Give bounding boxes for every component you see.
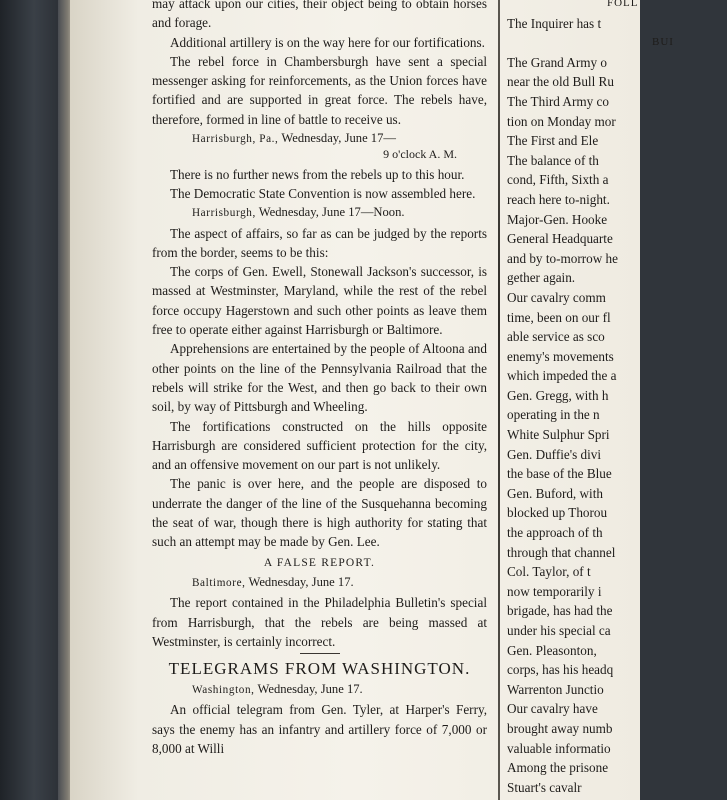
column-line: Among the prisone xyxy=(507,760,609,776)
column-line: General Headquarte xyxy=(507,231,613,247)
paragraph: may attack upon our cities, their object being to obtain horses and forage. xyxy=(152,0,487,31)
dateline-place: Baltimore, xyxy=(192,576,246,589)
column-line: and by to-morrow he xyxy=(507,250,618,266)
column-line: time, been on our fl xyxy=(507,309,611,325)
paragraph: The rebel force in Chambersburgh have sent a special messenger asking for reinforcements, as the Union forces have fortified and are supported in great force. The rebels have, therefore, formed in line of battle to receive us. xyxy=(152,53,487,127)
column-line: reach here to-night. xyxy=(507,191,610,207)
paragraph: The panic is over here, and the people are disposed to underrate the danger of the line of the Susquehanna becoming the seat of war, though there is high authority for stating that such an attempt may be made by Gen. Lee. xyxy=(152,476,487,550)
dateline-time: Wednesday, June 17. xyxy=(248,574,354,589)
column-line: the approach of th xyxy=(507,525,603,541)
column-line: near the old Bull Ru xyxy=(507,74,614,90)
paragraph: Apprehensions are entertained by the people of Altoona and other points on the line of the Pennsylvania Railroad that the rebels will strike for the West, and then go back to their own soil, by way of Pittsburgh and Wheeling. xyxy=(152,341,487,415)
paragraph: The aspect of affairs, so far as can be judged by the reports from the border, seems to be this: xyxy=(152,225,487,260)
column-line: Warrenton Junctio xyxy=(507,681,604,697)
column-line: Stuart's cavalr xyxy=(507,779,582,795)
column-line: Gen. Duffie's divi xyxy=(507,446,602,462)
column-line: which impeded the a xyxy=(507,368,617,384)
dateline-place: Washington, xyxy=(192,684,255,697)
column-divider xyxy=(498,0,500,800)
paragraph: The Democratic State Convention is now assembled here. xyxy=(170,185,476,201)
subheading: A FALSE REPORT. xyxy=(263,556,376,569)
column-line: gether again. xyxy=(507,270,576,286)
column-line: Gen. Buford, with xyxy=(507,485,603,501)
column-line: Gen. Pleasonton, xyxy=(507,642,597,658)
section-rule xyxy=(300,653,340,654)
dateline-time: Wednesday, June 17—Noon. xyxy=(258,205,405,220)
column-line: BUI xyxy=(652,36,674,49)
left-article-column xyxy=(152,0,487,800)
dateline-time: Wednesday, June 17— xyxy=(281,131,396,146)
paragraph: An official telegram from Gen. Tyler, at Harper's Ferry, says the enemy has an infantry and artillery force of 7,000 or 8,000 at Willi xyxy=(152,702,487,756)
column-line: Gen. Gregg, with h xyxy=(507,387,609,403)
column-line: brought away numb xyxy=(507,720,613,736)
right-article-column xyxy=(507,0,727,800)
column-line: tion on Monday mor xyxy=(507,113,616,129)
column-line: FOLL xyxy=(607,0,639,9)
dateline-place: Harrisburgh, Pa., xyxy=(192,133,279,146)
dateline-time: Wednesday, June 17. xyxy=(257,682,363,697)
column-line: Our cavalry comm xyxy=(507,289,606,305)
column-line: Col. Taylor, of t xyxy=(507,564,591,580)
column-line: Our cavalry have xyxy=(507,701,598,717)
dateline-clock: 9 o'clock A. M. xyxy=(383,147,457,162)
paragraph: The corps of Gen. Ewell, Stonewall Jackson's successor, is massed at Westminster, Maryland, while the rest of the rebel force occupy Hagerstown and such other points as leave them free to operate either against Harrisburgh or Baltimore. xyxy=(152,264,487,338)
column-line: White Sulphur Spri xyxy=(507,427,610,443)
newspaper-page xyxy=(70,0,674,800)
column-line: The Third Army co xyxy=(507,93,609,109)
dateline xyxy=(152,203,487,223)
column-line: the base of the Blue xyxy=(507,466,612,482)
column-line: The First and Ele xyxy=(507,133,599,149)
column-line: The Grand Army o xyxy=(507,54,607,70)
column-line: able service as sco xyxy=(507,329,605,345)
dateline-place: Harrisburgh, xyxy=(192,207,256,220)
column-line: operating in the n xyxy=(507,407,600,423)
column-line: valuable informatio xyxy=(507,740,611,756)
paragraph: The fortifications constructed on the hills opposite Harrisburgh are considered sufficient protection for the city, and an offensive movement on our part is not unlikely. xyxy=(152,418,487,473)
column-line: The Inquirer has t xyxy=(507,15,602,31)
column-line: under his special ca xyxy=(507,623,611,638)
paragraph: There is no further news from the rebels up to this hour. xyxy=(170,166,465,182)
section-headline: TELEGRAMS FROM WASHINGTON. xyxy=(168,659,471,679)
paragraph: The report contained in the Philadelphia Bulletin's special from Harrisburgh, that the rebels are being massed at Westminster, is certainly incorrect. xyxy=(152,595,487,649)
dateline xyxy=(152,573,487,593)
paragraph: Additional artillery is on the way here for our fortifications. xyxy=(170,34,485,50)
column-line: corps, has his headq xyxy=(507,662,614,678)
column-line: cond, Fifth, Sixth a xyxy=(507,172,609,188)
dateline xyxy=(152,680,487,700)
dark-backdrop xyxy=(0,0,62,800)
column-line: now temporarily i xyxy=(507,583,602,599)
column-line: enemy's movements xyxy=(507,348,614,364)
column-line: blocked up Thorou xyxy=(507,505,608,521)
column-line: brigade, has had the xyxy=(507,603,613,619)
column-line: through that channel xyxy=(507,544,616,560)
column-line: Major-Gen. Hooke xyxy=(507,211,608,227)
column-line: The balance of th xyxy=(507,152,599,168)
